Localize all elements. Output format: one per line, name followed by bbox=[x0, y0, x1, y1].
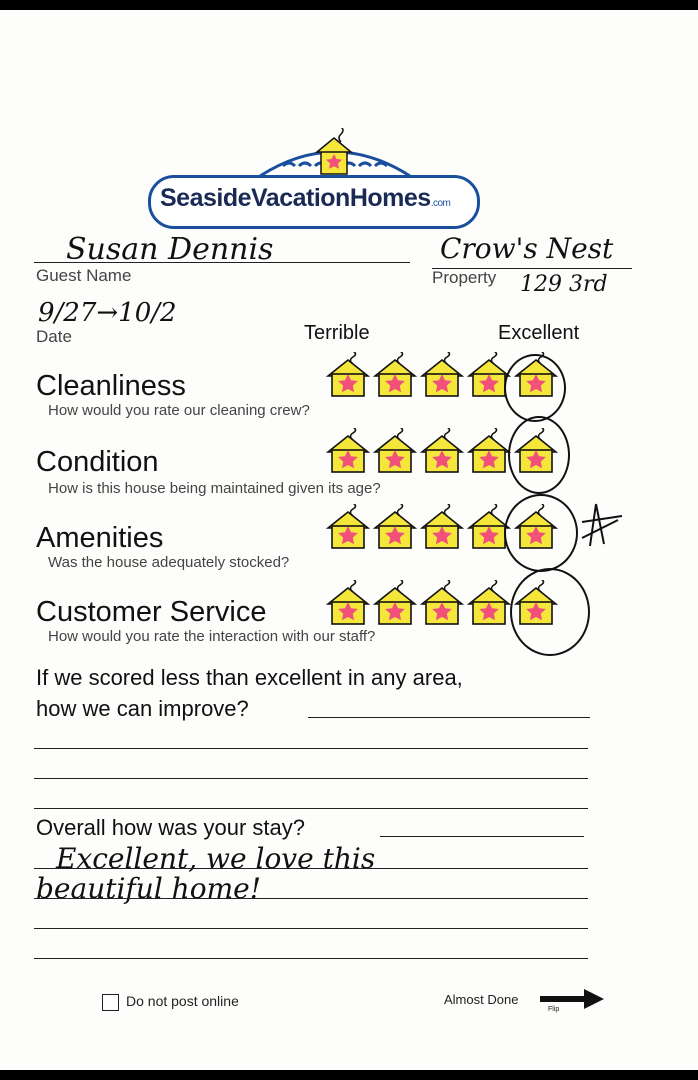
house-rating-icon[interactable] bbox=[467, 580, 511, 626]
house-rating-icon[interactable] bbox=[420, 580, 464, 626]
category-question-cleanliness: How would you rate our cleaning crew? bbox=[48, 402, 310, 419]
property-value: Crow's Nest bbox=[440, 232, 614, 265]
selection-circle bbox=[504, 494, 578, 572]
property-extra: 129 3rd bbox=[520, 272, 608, 297]
feedback-card bbox=[0, 10, 698, 1070]
house-rating-icon[interactable] bbox=[420, 428, 464, 474]
overall-answer-line[interactable] bbox=[34, 868, 588, 869]
house-rating-icon[interactable] bbox=[373, 580, 417, 626]
house-rating-icon[interactable] bbox=[326, 580, 370, 626]
logo-roof-icon bbox=[255, 128, 415, 178]
house-rating-icon[interactable] bbox=[373, 428, 417, 474]
selection-circle bbox=[510, 568, 590, 656]
overall-answer-line[interactable] bbox=[34, 928, 588, 929]
do-not-post-label: Do not post online bbox=[126, 993, 239, 1009]
house-rating-icon[interactable] bbox=[326, 504, 370, 550]
scale-high-label: Excellent bbox=[498, 322, 580, 344]
improve-answer-line[interactable] bbox=[34, 808, 588, 809]
overall-question: Overall how was your stay? bbox=[36, 815, 305, 840]
guest-name-line bbox=[34, 262, 410, 263]
category-question-amenities: Was the house adequately stocked? bbox=[48, 554, 290, 571]
house-rating-icon[interactable] bbox=[373, 504, 417, 550]
logo: SeasideVacationHomes.com bbox=[160, 184, 451, 212]
improve-answer-line[interactable] bbox=[34, 748, 588, 749]
category-question-customer-service: How would you rate the interaction with our staff? bbox=[48, 628, 376, 645]
improve-question-line1: If we scored less than excellent in any area, bbox=[36, 665, 463, 690]
overall-answer-line[interactable] bbox=[380, 836, 584, 837]
date-label: Date bbox=[36, 327, 72, 346]
date-value: 9/27→10/2 bbox=[38, 298, 177, 328]
selection-circle bbox=[504, 354, 566, 422]
category-title-condition: Condition bbox=[36, 446, 159, 478]
house-rating-icon[interactable] bbox=[326, 352, 370, 398]
guest-name-value: Susan Dennis bbox=[66, 232, 274, 267]
house-rating-icon[interactable] bbox=[326, 428, 370, 474]
selection-circle bbox=[508, 416, 570, 494]
category-title-customer-service: Customer Service bbox=[36, 596, 267, 628]
house-rating-icon[interactable] bbox=[420, 504, 464, 550]
category-title-cleanliness: Cleanliness bbox=[36, 370, 186, 402]
scale-low-label: Terrible bbox=[304, 322, 370, 344]
improve-question-line2: how we can improve? bbox=[36, 696, 249, 721]
overall-answer-line2: beautiful home! bbox=[36, 872, 261, 905]
house-rating-icon[interactable] bbox=[467, 428, 511, 474]
improve-answer-line[interactable] bbox=[308, 717, 590, 718]
flip-label: Flip bbox=[548, 1006, 560, 1013]
overall-answer-line1: Excellent, we love this bbox=[56, 842, 376, 875]
category-question-condition: How is this house being maintained given its age? bbox=[48, 480, 381, 497]
property-label: Property bbox=[432, 268, 497, 287]
overall-answer-line[interactable] bbox=[34, 898, 588, 899]
guest-name-label: Guest Name bbox=[36, 266, 132, 285]
improve-answer-line[interactable] bbox=[34, 778, 588, 779]
handwritten-star-icon bbox=[578, 500, 624, 550]
do-not-post-checkbox[interactable] bbox=[102, 994, 119, 1011]
overall-answer-line[interactable] bbox=[34, 958, 588, 959]
house-rating-icon[interactable] bbox=[373, 352, 417, 398]
category-title-amenities: Amenities bbox=[36, 522, 164, 554]
almost-done-label: Almost Done bbox=[444, 992, 519, 1007]
house-rating-icon[interactable] bbox=[420, 352, 464, 398]
